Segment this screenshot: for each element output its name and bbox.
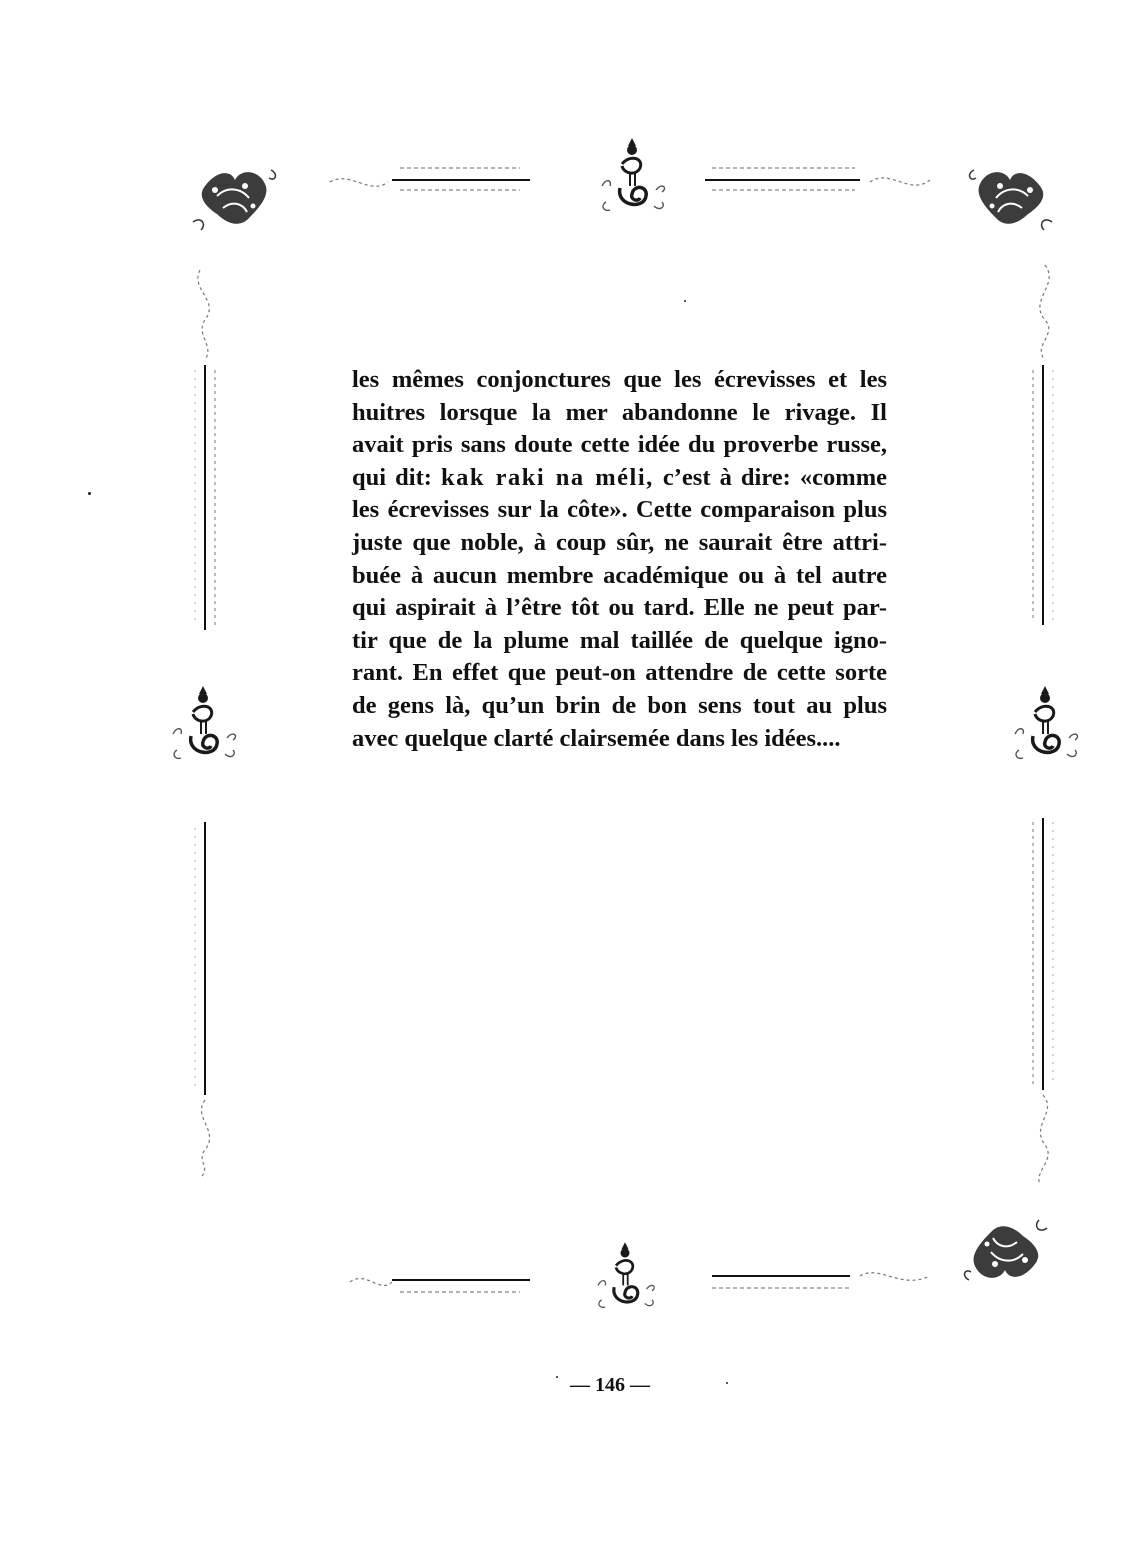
text-line: tir que de la plume mal taillée de quelque igno- [352,626,887,654]
text-line: rant. En effet que peut-on attendre de cette sorte [352,659,887,687]
text-line: qui aspirait à l’être tôt ou tard. Elle ne peut par- [352,594,887,622]
monogram-left [173,686,235,758]
ink-speck [88,492,91,495]
text-line: les écrevisses sur la côte». Cette comparaison plus [352,496,887,524]
text-line: juste que noble, à coup sûr, ne saurait être attri- [352,528,887,556]
text-line: avec quelque clarté clairsemée dans les idées.... [352,724,841,752]
text-line: buée à aucun membre académique ou à tel autre [352,561,887,589]
text-line-start: qui dit: [352,463,442,491]
text-line: les mêmes conjonctures que les écrevisses et les [352,366,887,393]
text-line [352,462,887,495]
floral-corner-top-right [970,170,1052,230]
body-text [352,364,887,755]
monogram-right [1015,686,1077,758]
russian-proverb: kak raki na méli, [441,463,654,491]
ink-speck [726,1382,728,1384]
text-line: de gens là, qu’un brin de bon sens tout au plus [352,691,887,719]
text-line-end: c’est à dire: «comme [653,463,887,491]
text-line: huitres lorsque la mer abandonne le rivage. Il [352,398,887,426]
ink-speck [556,1376,558,1378]
floral-corner-top-left [193,170,275,230]
bottom-border [350,1273,930,1292]
monogram-top [602,138,664,210]
page-number: — 146 — [570,1374,650,1396]
floral-corner-bottom-right [965,1220,1047,1280]
text-line: avait pris sans doute cette idée du proverbe russe, [352,431,887,459]
monogram-bottom [598,1242,654,1307]
ink-speck [684,300,686,302]
